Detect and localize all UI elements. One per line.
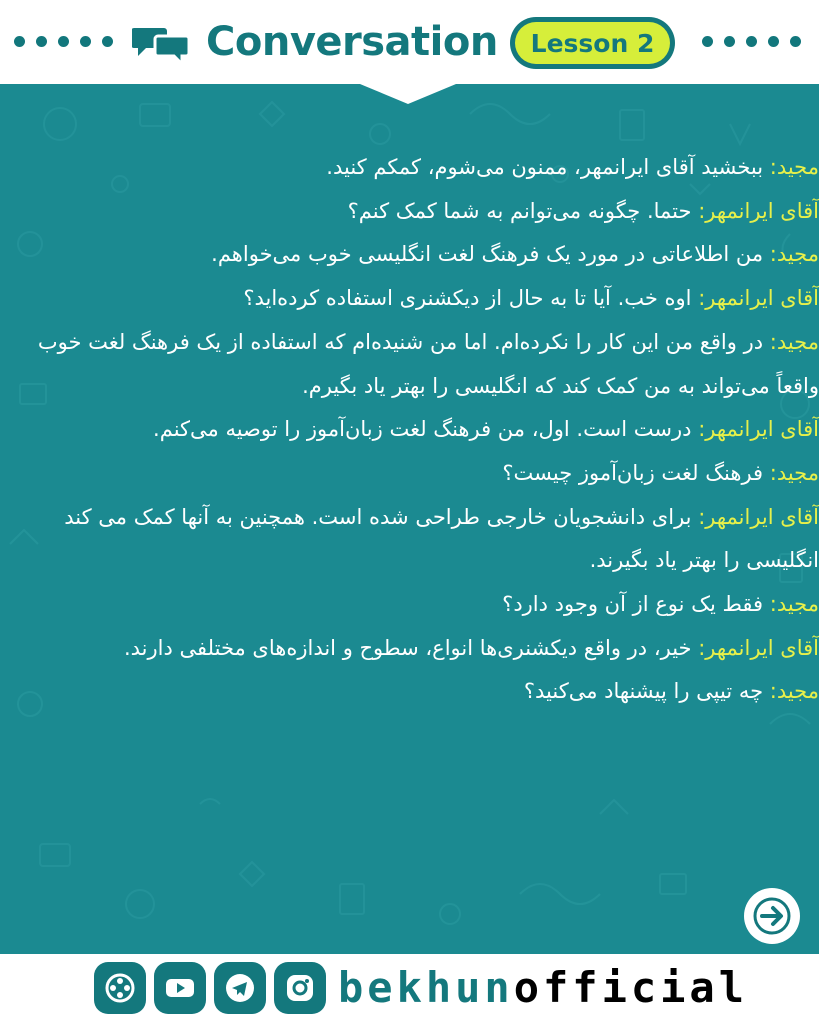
dialogue-text: برای دانشجویان خارجی طراحی شده است. همچنین به آنها کمک می کند انگلیسی را بهتر یاد بگیرند. (64, 504, 819, 573)
dialogue-line (7, 277, 819, 321)
dialogue-line (7, 146, 819, 190)
dialogue-line (7, 627, 819, 671)
speaker-name: مجید: (769, 329, 819, 354)
dialogue-line (7, 583, 819, 627)
speaker-name: آقای ایرانمهر: (698, 417, 819, 442)
instagram-icon (284, 972, 316, 1004)
speaker-name: مجید: (769, 592, 819, 617)
chat-bubbles-icon (132, 24, 192, 64)
decorative-dots-right (702, 36, 801, 47)
lesson-badge (510, 17, 675, 69)
dialogue-line (7, 670, 819, 714)
youtube-icon (164, 972, 196, 1004)
dialogue-line (7, 452, 819, 496)
dialogue-list (7, 146, 819, 714)
decorative-dots-left (14, 36, 113, 47)
dialogue-text: ببخشید آقای ایرانمهر، ممنون می‌شوم، کمکم کنید. (326, 155, 770, 179)
speaker-name: مجید: (769, 155, 819, 179)
instagram-link[interactable] (274, 962, 326, 1014)
footer (0, 954, 819, 1024)
dialogue-line (7, 408, 819, 452)
dialogue-line (7, 233, 819, 277)
dialogue-text: چه تیپی را پیشنهاد می‌کنید؟ (523, 679, 770, 704)
speaker-name: مجید: (769, 679, 819, 704)
dialogue-text: من اطلاعاتی در مورد یک فرهنگ لغت انگلیسی خوب می‌خواهم. (211, 242, 770, 267)
dialogue-text: خیر، در واقع دیکشنری‌ها انواع، سطوح و اندازه‌های مختلفی دارند. (123, 635, 699, 660)
dialogue-text: اوه خب. آیا تا به حال از دیکشنری استفاده کرده‌اید؟ (243, 286, 699, 311)
film-reel-link[interactable] (94, 962, 146, 1014)
telegram-icon (224, 972, 256, 1004)
lesson-badge-label: Lesson 2 (515, 22, 670, 64)
youtube-link[interactable] (154, 962, 206, 1014)
brand-handle (338, 960, 748, 1016)
header (0, 0, 819, 84)
page-title: Conversation (206, 19, 498, 65)
dialogue-line (7, 190, 819, 234)
next-button[interactable] (744, 888, 800, 944)
dialogue-line (7, 321, 819, 408)
dialogue-text: فقط یک نوع از آن وجود دارد؟ (502, 592, 770, 617)
arrow-right-icon (752, 896, 792, 936)
brand-part-1: bekhun (338, 963, 514, 1012)
dialogue-text: درست است. اول، من فرهنگ لغت زبان‌آموز را توصیه می‌کنم. (153, 417, 699, 442)
brand-part-2: official (513, 963, 749, 1012)
speaker-name: مجید: (769, 460, 819, 485)
dialogue-panel (0, 84, 819, 954)
speaker-name: آقای ایرانمهر: (698, 286, 819, 311)
speaker-name: مجید: (769, 242, 819, 267)
speaker-name: آقای ایرانمهر: (698, 635, 819, 660)
dialogue-line (7, 496, 819, 583)
dialogue-text: در واقع من این کار را نکرده‌ام. اما من شنیده‌ام که استفاده از یک فرهنگ لغت خوب واقعاً می‌تواند به من کمک کند که انگلیسی را بهتر یاد بگیرم. (37, 329, 819, 398)
film-reel-icon (104, 972, 136, 1004)
speaker-name: آقای ایرانمهر: (698, 504, 819, 529)
dialogue-text: حتما. چگونه می‌توانم به شما کمک کنم؟ (347, 198, 699, 223)
header-notch (360, 84, 456, 104)
dialogue-text: فرهنگ لغت زبان‌آموز چیست؟ (502, 460, 770, 485)
telegram-link[interactable] (214, 962, 266, 1014)
speaker-name: آقای ایرانمهر: (698, 198, 819, 223)
